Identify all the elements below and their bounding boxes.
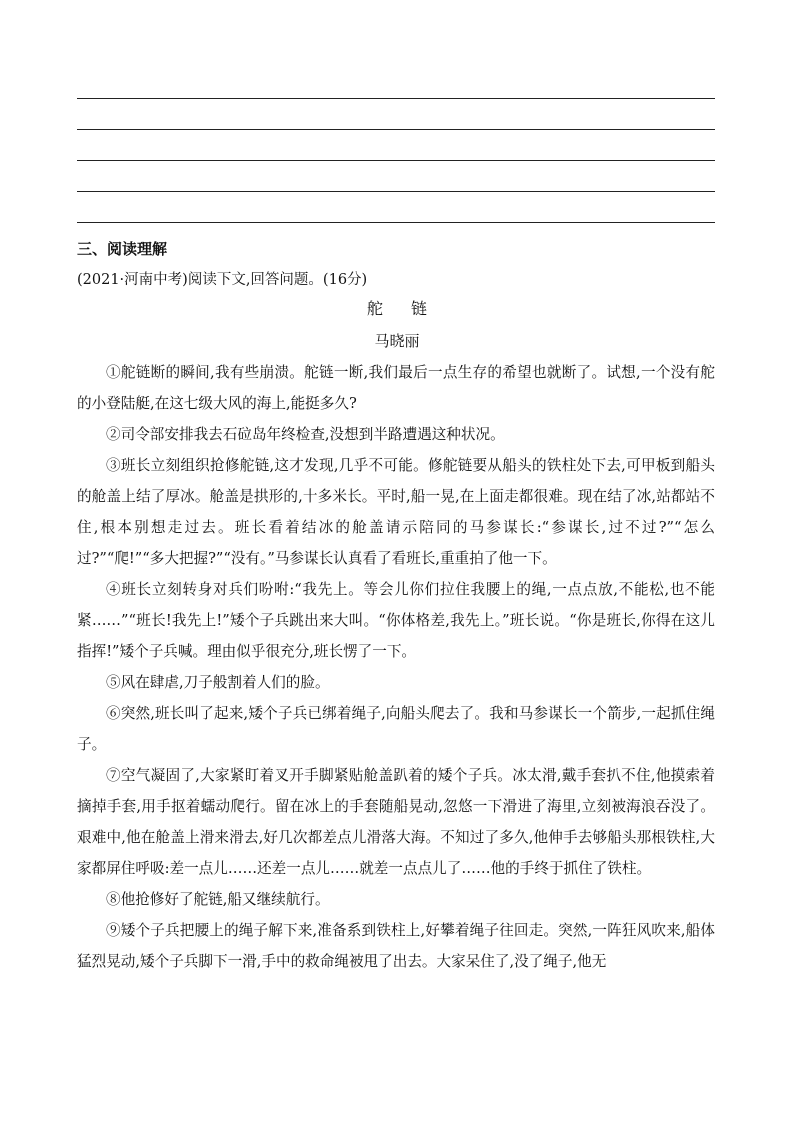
paragraph: ②司令部安排我去石砬岛年终检查,没想到半路遭遇这种状况。	[106, 426, 505, 443]
paragraph: ③班长立刻组织抢修舵链,这才发现,几乎不可能。修舵链要从船头的铁柱处下去,可甲板到船头的舱盖上结了厚冰。舱盖是拱形的,十多米长。平时,船一晃,在上面走都很难。现在结了冰,站都站不住,根本别想走过去。班长看着结冰的舱盖请示陪同的马参谋长:“参谋长,过不过?”“怎么过?”“爬!”“多大把握?”“没有。”马参谋长认真看了看班长,重重拍了他一下。	[77, 457, 715, 567]
answer-line	[77, 160, 715, 161]
answer-line	[77, 129, 715, 130]
paragraph: ⑦空气凝固了,大家紧盯着叉开手脚紧贴舱盖趴着的矮个子兵。冰太滑,戴手套扒不住,他摸索着摘掉手套,用手抠着蠕动爬行。留在冰上的手套随船晃动,忽悠一下滑进了海里,立刻被海浪吞没了。艰难中,他在舱盖上滑来滑去,好几次都差点儿滑落大海。不知过了多久,他伸手去够船头那根铁柱,大家都屏住呼吸:差一点儿……还差一点儿……就差一点点儿了……他的手终于抓住了铁柱。	[77, 767, 715, 877]
article-title: 舵链	[366, 299, 455, 318]
paragraph: ④班长立刻转身对兵们吩咐:“我先上。等会儿你们拉住我腰上的绳,一点点放,不能松,也不能紧……”“班长!我先上!”矮个子兵跳出来大叫。“你体格差,我先上。”班长说。“你是班长,你得在这儿指挥!”矮个子兵喊。理由似乎很充分,班长愣了一下。	[77, 581, 715, 660]
answer-line	[77, 191, 715, 192]
answer-line	[77, 222, 715, 223]
section-heading: 三、阅读理解	[77, 240, 168, 258]
paragraph: ⑥突然,班长叫了起来,矮个子兵已绑着绳子,向船头爬去了。我和马参谋长一个箭步,一起抓住绳子。	[77, 705, 715, 753]
article-body	[77, 357, 715, 977]
article-author: 马晓丽	[374, 332, 420, 350]
question-intro: (2021·河南中考)阅读下文,回答问题。(16分)	[77, 272, 368, 288]
paragraph: ⑧他抢修好了舵链,船又继续航行。	[106, 891, 330, 908]
paragraph: ⑤风在肆虐,刀子般割着人们的脸。	[106, 674, 330, 691]
answer-line	[77, 98, 715, 99]
paragraph: ①舵链断的瞬间,我有些崩溃。舵链一断,我们最后一点生存的希望也就断了。试想,一个没有舵的小登陆艇,在这七级大风的海上,能挺多久?	[77, 364, 715, 412]
paragraph: ⑨矮个子兵把腰上的绳子解下来,准备系到铁柱上,好攀着绳子往回走。突然,一阵狂风吹来,船体猛烈晃动,矮个子兵脚下一滑,手中的救命绳被甩了出去。大家呆住了,没了绳子,他无	[77, 922, 715, 970]
